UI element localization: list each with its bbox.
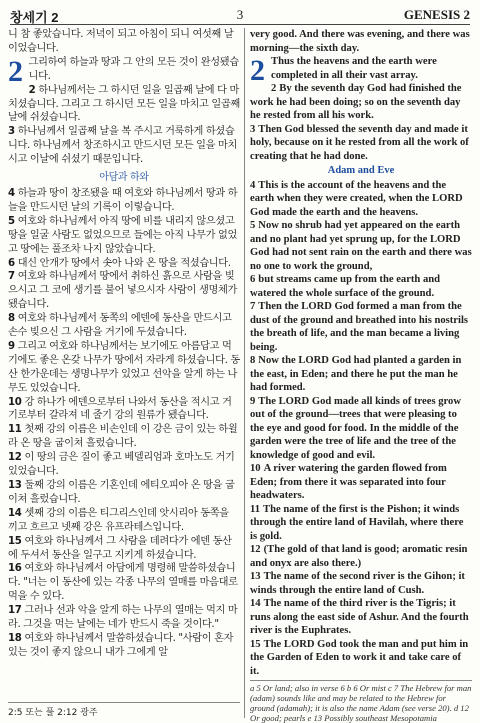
- verse-en-9: [250, 395, 472, 463]
- verse-en-10: [250, 462, 472, 503]
- verse-en-6: [250, 273, 472, 300]
- verse-en-4: [250, 179, 472, 220]
- verse-number: 10: [250, 463, 261, 474]
- verse-en-5: [250, 219, 472, 273]
- verse-en-8: [250, 354, 472, 395]
- verse-ko-15: [8, 535, 240, 563]
- verse-ko-8: [8, 312, 240, 340]
- verse-number: 12: [8, 452, 22, 464]
- verse-ko-11: [8, 423, 240, 451]
- verse-text: A river watering the garden flowed from Eden; from there it was separated into four headwaters.: [250, 463, 447, 501]
- english-footnotes: a 5 Or land; also in verse 6 b 6 Or mist c 7 The Hebrew for man (adam) sounds like and may be related to the Hebrew for ground (adamah); it is also the name Adam (see verse 20). d 12 Or good; pearls e 13 Possibly southeast Mesopotamia: [250, 680, 472, 723]
- verse-ko-17: [8, 604, 240, 632]
- verse-text: 하늘과 땅이 창조됐을 때 여호와 하나님께서 땅과 하늘을 만드시던 날의 기록이 이렇습니다.: [8, 187, 238, 213]
- korean-book-title: 창세기 2: [10, 10, 59, 25]
- verse-text: The LORD God made all kinds of trees grow out of the ground—trees that were pleasing to the eye and good for food. In the middle of the garden were the tree of life and the tree of the knowledge of good and evil.: [250, 395, 461, 461]
- verse-number: 10: [8, 396, 22, 408]
- verse-text: This is the account of the heavens and the earth when they were created, when the LORD God made the earth and the heavens.: [250, 179, 463, 218]
- verse-ko-16: [8, 562, 240, 604]
- verse-number: 18: [8, 632, 22, 644]
- verse-number: 9: [250, 395, 256, 407]
- verse-text: By the seventh day God had finished the work he had been doing; so on the seventh day he rested from all his work.: [250, 83, 462, 121]
- verse-number: 7: [8, 271, 15, 283]
- verse-ko-18: [8, 632, 240, 660]
- verse-number: 13: [250, 571, 261, 582]
- verse-text: but streams came up from the earth and watered the whole surface of the ground.: [250, 274, 441, 299]
- verse-en-13: [250, 570, 472, 597]
- verse-en-2: [250, 82, 472, 123]
- verse-ko-9: [8, 340, 240, 396]
- verse-text: 여호와 하나님께서 동쪽의 에덴에 동산을 만드시고 손수 빚으신 그 사람을 거기에 두셨습니다.: [8, 313, 232, 339]
- verse-number: 8: [250, 355, 256, 366]
- verse-text: The name of the first is the Pishon; it winds through the entire land of Havilah, where there is gold.: [250, 503, 464, 542]
- chapter-number: 2: [8, 54, 23, 88]
- verse-text: 이 땅의 금은 질이 좋고 베델리엄과 호마노도 거기 있었습니다.: [8, 452, 235, 478]
- section-heading: 아담과 하와: [99, 172, 149, 184]
- verse-number: 3: [8, 126, 15, 138]
- verse-en-11: [250, 503, 472, 544]
- verse-number: 8: [8, 313, 15, 325]
- verse-number: 11: [250, 503, 261, 515]
- verse-en-3: [250, 123, 472, 164]
- verse-en-12: [250, 543, 472, 570]
- verse-number: 2: [28, 84, 36, 96]
- chapter-number: 2: [250, 54, 265, 87]
- verse-ko-10: [8, 396, 240, 424]
- verse-text: 그러나 선과 악을 알게 하는 나무의 열매는 먹지 마라. 그것을 먹는 날에는 네가 반드시 죽을 것이다.": [8, 605, 238, 631]
- verse-ko-3: [8, 125, 240, 167]
- verse-text: 둘째 강의 이름은 기혼인데 에티오피아 온 땅을 굽이쳐 흘렀습니다.: [8, 480, 235, 505]
- english-column: [250, 28, 472, 676]
- section-heading: Adam and Eve: [327, 165, 395, 176]
- verse-number: 14: [8, 507, 22, 519]
- verse-number: 5: [8, 215, 15, 227]
- verse-number: 17: [8, 605, 22, 617]
- verse-ko-4: [8, 187, 240, 215]
- verse-text: 니 참 좋았습니다. 저녁이 되고 아침이 되니 여섯째 날이었습니다.: [8, 29, 234, 54]
- verse-text: The LORD God took the man and put him in the Garden of Eden to work it and take care of it.: [250, 638, 469, 676]
- verse-text: 첫째 강의 이름은 비손인데 이 강은 금이 있는 하윌라 온 땅을 굽이쳐 흘렀습니다.: [8, 424, 238, 450]
- verse-number: 4: [8, 187, 15, 199]
- verse-number: 11: [8, 424, 22, 436]
- korean-column: [8, 28, 240, 700]
- verse-text: 셋째 강의 이름은 티그리스인데 앗시리아 동쪽을 끼고 흐르고 넷째 강은 유프라테스입니다.: [8, 507, 229, 533]
- verse-text: Now the LORD God had planted a garden in the east, in Eden; and there he put the man he had formed.: [250, 355, 462, 393]
- verse-text: Thus the heavens and the earth were completed in all their vast array.: [271, 56, 437, 81]
- verse-text: 여호와 하나님께서 말씀하셨습니다. "사람이 혼자 있는 것이 좋지 않으니 내가 그에게 알: [8, 632, 234, 658]
- verse-ko-7: [8, 270, 240, 312]
- verse-text: Now no shrub had yet appeared on the earth and no plant had yet sprung up, for the LORD God had not sent rain on the earth and there was no one to work the ground,: [250, 220, 472, 272]
- english-book-title: GENESIS 2: [403, 7, 470, 22]
- verse-number: 2: [271, 83, 277, 94]
- verse-text: 여호와 하나님께서 아담에게 명령해 말씀하셨습니다. "너는 이 동산에 있는 각종 나무의 열매를 마음대로 먹을 수 있다.: [8, 563, 238, 603]
- verse-text: The name of the second river is the Gihon; it winds through the entire land of Cush.: [250, 571, 465, 596]
- verse-number: 3: [250, 123, 256, 135]
- verse-text: Then God blessed the seventh day and made it holy, because on it he rested from all the work of creating that he had done.: [250, 123, 469, 162]
- verse-number: 15: [8, 535, 22, 547]
- verse-ko-13: [8, 479, 240, 507]
- verse-text: 대신 안개가 땅에서 솟아 나와 온 땅을 적셨습니다.: [17, 257, 231, 269]
- verse-text: 여호와 하나님께서 아직 땅에 비를 내리지 않으셨고 땅을 일굴 사람도 없었으므로 들에는 아직 나무가 없었고 땅에는 풀조차 나지 않았습니다.: [8, 215, 238, 255]
- verse-number: 12: [250, 544, 261, 555]
- verse-number: 7: [250, 301, 256, 312]
- verse-text: 그리고 여호와 하나님께서는 보기에도 아름답고 먹기에도 좋은 온갖 나무가 땅에서 자라게 하셨습니다. 동산 한가운데는 생명나무가 있었고 선악을 알게 하는 나무도 있었습니다.: [8, 340, 240, 394]
- verse-number: 9: [8, 340, 15, 352]
- running-header: [10, 6, 470, 25]
- verse-number: 6: [8, 257, 15, 269]
- verse-number: 13: [8, 480, 22, 491]
- verse-ko-2: [8, 84, 240, 126]
- verse-number: 16: [8, 563, 22, 575]
- verse-en-14: [250, 597, 472, 638]
- verse-number: 15: [250, 638, 261, 650]
- verse-text: 여호와 하나님께서 땅에서 취하신 흙으로 사람을 빚으시고 그 코에 생기를 불어 넣으시자 사람이 생명체가 됐습니다.: [8, 271, 238, 311]
- verse-number: 6: [250, 274, 256, 285]
- column-divider: [244, 28, 245, 718]
- verse-en-15: [250, 638, 472, 677]
- verse-en-1: [250, 54, 472, 87]
- verse-en-7: [250, 300, 472, 354]
- page-number: 3: [236, 7, 244, 22]
- verse-ko-14: [8, 507, 240, 535]
- verse-number: 4: [250, 179, 256, 191]
- verse-ko-6: [8, 257, 240, 271]
- verse-text: The name of the third river is the Tigris; it runs along the east side of Ashur. And the fourth river is the Euphrates.: [250, 598, 469, 636]
- verse-ko-1: [8, 54, 240, 88]
- verse-text: (The gold of that land is good; aromatic resin and onyx are also there.): [250, 544, 468, 569]
- verse-ko-12: [8, 451, 240, 479]
- verse-text: 여호와 하나님께서 그 사람을 데려다가 에덴 동산에 두셔서 동산을 일구고 지키게 하셨습니다.: [8, 535, 232, 561]
- verse-text: 그리하여 하늘과 땅과 그 안의 모든 것이 완성됐습니다.: [28, 56, 239, 82]
- verse-number: 14: [250, 598, 261, 609]
- korean-footnotes: 2:5 또는 풀 2:12 광주: [8, 702, 240, 718]
- verse-text: Then the LORD God formed a man from the dust of the ground and breathed into his nostrils the breath of life, and the man became a living being.: [250, 301, 469, 353]
- verse-number: 5: [250, 220, 256, 231]
- verse-text: 강 하나가 에덴으로부터 나와서 동산을 적시고 거기로부터 갈라져 네 줄기 강의 원류가 됐습니다.: [8, 396, 232, 422]
- verse-text: very good. And there was evening, and there was morning—the sixth day.: [250, 29, 470, 54]
- verse-ko-5: [8, 215, 240, 257]
- verse-text: 하나님께서는 그 하시던 일을 일곱째 날에 다 마치셨습니다. 그리고 그 하시던 모든 일을 마치고 일곱째 날에 쉬셨습니다.: [8, 84, 240, 124]
- verse-text: 하나님께서 일곱째 날을 복 주시고 거룩하게 하셨습니다. 하나님께서 창조하시고 만드시던 모든 일을 마치시고 이날에 쉬셨기 때문입니다.: [8, 126, 238, 166]
